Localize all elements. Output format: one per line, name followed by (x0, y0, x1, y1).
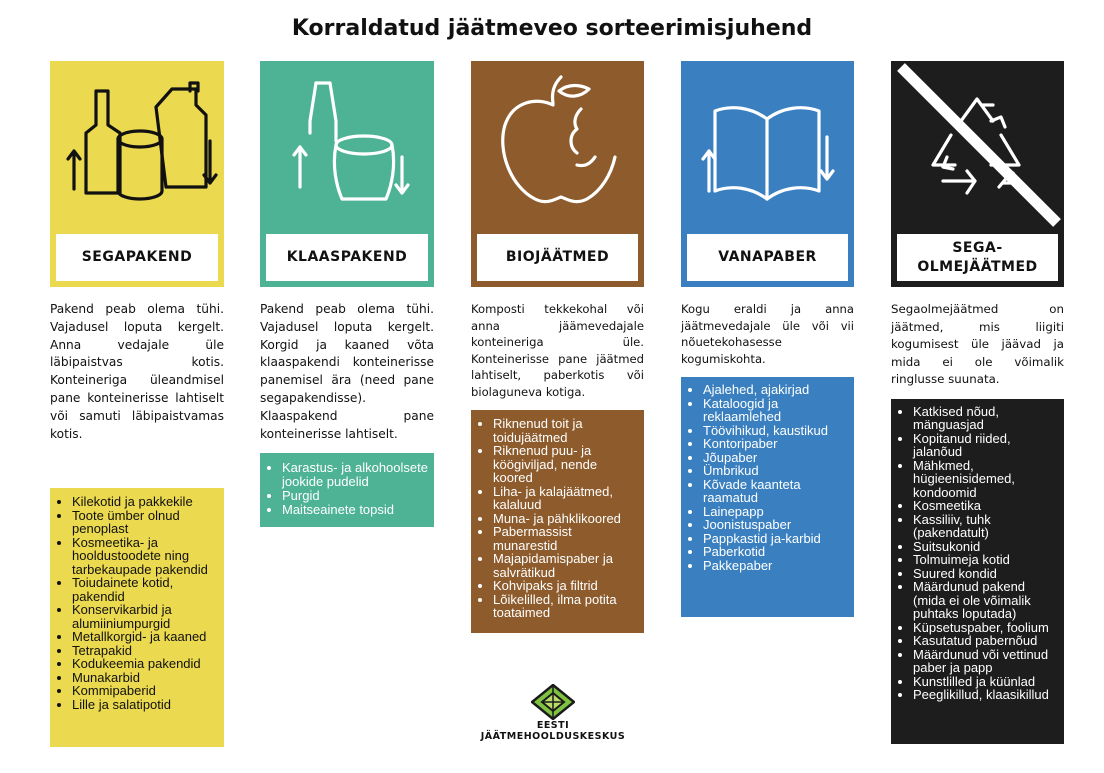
item-list (50, 488, 224, 747)
open-book-icon (681, 61, 854, 231)
list-item: • Tolmuimeja kotid (913, 553, 1058, 567)
list-item: • Kassiliiv, tuhk (pakendatult) (913, 513, 1058, 540)
list-item: • Kataloogid ja reklaamlehed (703, 397, 848, 424)
list-item: • Suured kondid (913, 567, 1058, 581)
category-card (681, 61, 854, 287)
category-label: SEGA- OLMEJÄÄTMED (897, 234, 1058, 281)
list-item: • Maitseainete topsid (282, 503, 428, 517)
column-segapakend (50, 61, 224, 712)
list-item: • Munakarbid (72, 671, 218, 685)
page-title: Korraldatud jäätmeveo sorteerimisjuhend (291, 16, 813, 41)
list-item: • Suitsukonid (913, 540, 1058, 554)
column-klaaspakend (260, 61, 434, 527)
list-item: • Riknenud toit ja toidujäätmed (493, 417, 638, 444)
apple-core-icon (471, 61, 644, 231)
packaging-icon (50, 61, 224, 231)
list-item: • Katkised nõud, mänguasjad (913, 405, 1058, 432)
list-item: • Kasutatud pabernõud (913, 634, 1058, 648)
list-item: • Lõikelilled, ilma potita toataimed (493, 593, 638, 620)
list-item: • Paberkotid (703, 545, 848, 559)
list-item: • Määrdunud pakend (mida ei ole võimalik puhtaks loputada) (913, 580, 1058, 621)
item-list (891, 399, 1064, 744)
item-list (471, 410, 644, 633)
list-item: • Kilekotid ja pakkekile (72, 495, 218, 509)
list-item: • Kommipaberid (72, 684, 218, 698)
list-item: • Kohvipaks ja filtrid (493, 579, 638, 593)
column-vanapaber (681, 61, 854, 617)
list-item: • Kontoripaber (703, 437, 848, 451)
list-item: • Mähkmed, hügieenisidemed, kondoomid (913, 459, 1058, 500)
list-item: • Peeglikillud, klaasikillud (913, 688, 1058, 702)
category-description: Pakend peab olema tühi. Vajadusel loputa kergelt. Anna vedajale üle läbipaistvas kotis. Konteineriga üleandmisel pane konteinerisse lahtiselt või samuti läbipaistvamas kotis. (50, 302, 224, 441)
list-item: • Küpsetuspaber, foolium (913, 621, 1058, 635)
list-item: • Kõvade kaanteta raamatud (703, 478, 848, 505)
diamond-logo-icon (531, 684, 575, 720)
category-description: Komposti tekkekohal või anna jäämevedajale konteineriga üle. Konteinerisse pane jäätmed lahtiselt, paberkotis või biolaguneva kotiga. (471, 302, 644, 399)
list-item: • Majapidamispaber ja salvrätikud (493, 552, 638, 579)
category-description: Kogu eraldi ja anna jäätmevedajale üle või vii nõuetekohasesse kogumiskohta. (681, 302, 854, 366)
list-item: • Muna- ja pähklikoored (493, 512, 638, 526)
list-item: • Kosmeetika- ja hooldustoodete ning tarbekaupade pakendid (72, 536, 218, 577)
column-segaolmejaatmed (891, 61, 1064, 744)
list-item: • Pakkepaber (703, 559, 848, 573)
list-item: • Pabermassist munarestid (493, 525, 638, 552)
list-item: • Lille ja salatipotid (72, 698, 218, 712)
list-item: • Karastus- ja alkohoolsete jookide pudelid (282, 461, 428, 489)
organization-logo (478, 684, 628, 742)
list-item: • Purgid (282, 489, 428, 503)
list-item: • Kosmeetika (913, 499, 1058, 513)
list-item: • Riknenud puu- ja köögiviljad, nende koored (493, 444, 638, 485)
logo-text-line1: EESTI (536, 720, 570, 731)
list-item: • Kodukeemia pakendid (72, 657, 218, 671)
list-item: • Tetrapakid (72, 644, 218, 658)
column-biojaatmed (471, 61, 644, 633)
list-item: • Määrdunud või vettinud paber ja papp (913, 648, 1058, 675)
category-description: Segaolmejäätmed on jäätmed, mis liigiti kogumisest üle jäävad ja mida ei ole võimalik ringlusse suunata. (891, 302, 1064, 386)
category-card (260, 61, 434, 287)
glass-bottle-icon (260, 61, 434, 231)
crossed-recycle-icon (891, 61, 1064, 231)
category-card (471, 61, 644, 287)
category-label: BIOJÄÄTMED (477, 234, 638, 281)
list-item: • Joonistuspaber (703, 518, 848, 532)
list-item: • Töövihikud, kaustikud (703, 424, 848, 438)
category-label: KLAASPAKEND (266, 234, 428, 281)
list-item: • Toiudainete kotid, pakendid (72, 576, 218, 603)
category-card (50, 61, 224, 287)
list-item: • Toote ümber olnud penoplast (72, 509, 218, 536)
list-item: • Ajalehed, ajakirjad (703, 383, 848, 397)
category-description: Pakend peab olema tühi. Vajadusel loputa kergelt. Korgid ja kaaned võta klaaspakendi konteinerisse panemisel ära (need pane segapakendisse). Klaaspakend pane konteinerisse lahtiselt. (260, 302, 434, 441)
list-item: • Liha- ja kalajäätmed, kalaluud (493, 485, 638, 512)
list-item: • Konservikarbid ja alumiiniumpurgid (72, 603, 218, 630)
item-list (260, 453, 434, 527)
list-item: • Pappkastid ja-karbid (703, 532, 848, 546)
logo-text-line2: JÄÄTMEHOOLDUSKESKUS (480, 731, 626, 742)
list-item: • Ümbrikud (703, 464, 848, 478)
category-label: SEGAPAKEND (56, 234, 218, 281)
list-item: • Metallkorgid- ja kaaned (72, 630, 218, 644)
list-item: • Kopitanud riided, jalanõud (913, 432, 1058, 459)
item-list (681, 377, 854, 617)
list-item: • Kunstlilled ja küünlad (913, 675, 1058, 689)
list-item: • Lainepapp (703, 505, 848, 519)
category-card (891, 61, 1064, 287)
category-label: VANAPABER (687, 234, 848, 281)
list-item: • Jõupaber (703, 451, 848, 465)
